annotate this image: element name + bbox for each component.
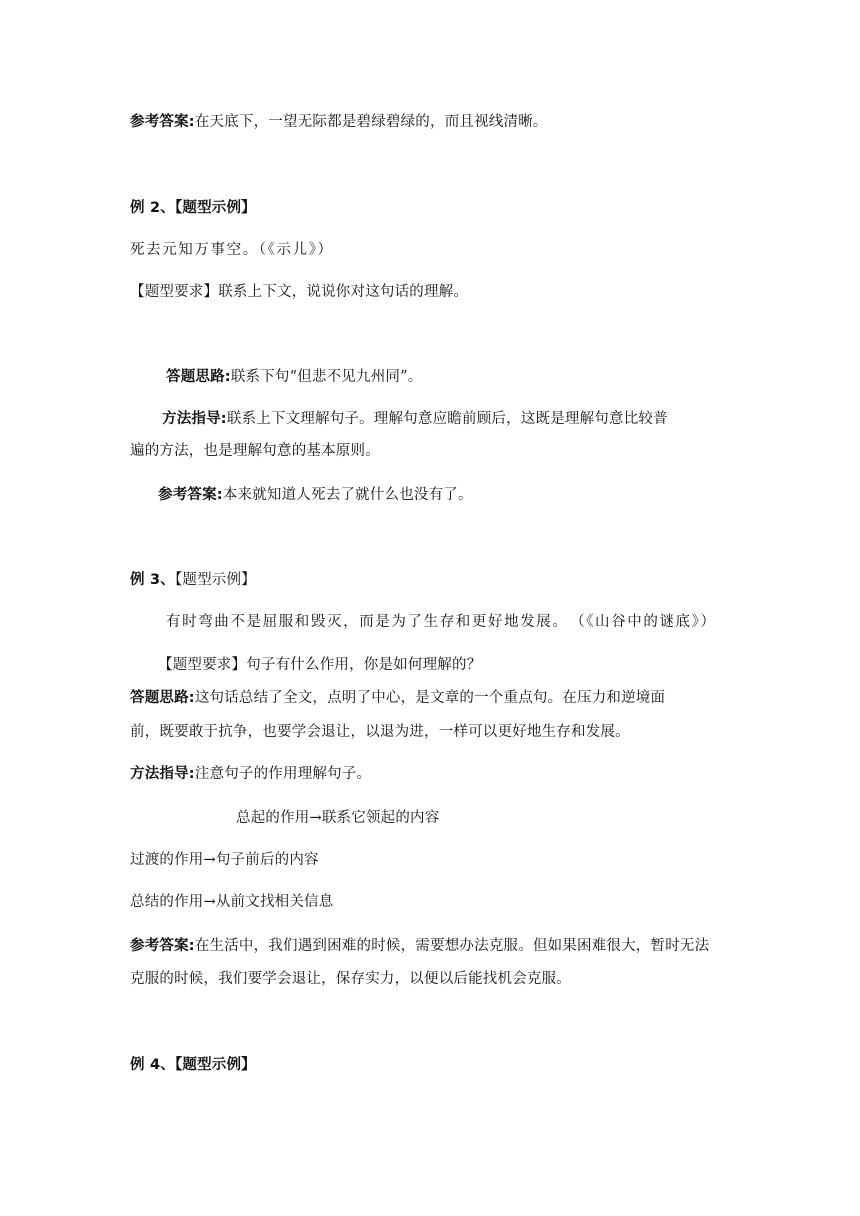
example-3-idea-line-1: [130, 688, 665, 708]
method-label: 方法指导:: [162, 411, 227, 427]
example-number: 例 3、: [130, 572, 175, 588]
method-label: 方法指导:: [130, 766, 195, 782]
example-3-idea-line-2: 前，既要敢于抗争，也要学会退让，以退为进，一样可以更好地生存和发展。: [130, 724, 630, 740]
idea-text: 这句话总结了全文，点明了中心，是文章的一个重点句。在压力和逆境面: [194, 690, 666, 706]
idea-label: 答题思路:: [166, 369, 231, 385]
example-tag: 【题型示例】: [174, 1057, 256, 1073]
example-tag: 【题型示例】: [174, 200, 256, 216]
example-number: 例 2、: [130, 200, 175, 216]
answer-text: 在生活中，我们遇到困难的时候，需要想办法克服。但如果困难很大，暂时无法: [194, 938, 710, 954]
example-3-answer-line-2: 克服的时候，我们要学会退让，保存实力，以便以后能找机会克服。: [130, 971, 571, 987]
method-text: 联系上下文理解句子。理解句意应瞻前顾后，这既是理解句意比较普: [226, 411, 668, 427]
example-3-heading: [130, 570, 256, 590]
method-item-summary-start: 总起的作用→联系它领起的内容: [236, 810, 440, 826]
example-2-method-line-2: 遍的方法，也是理解句意的基本原则。: [130, 443, 380, 459]
example-2-idea: [166, 367, 422, 387]
answer-paragraph-1: [130, 112, 548, 132]
answer-label: 参考答案:: [130, 938, 195, 954]
example-number: 例 4、: [130, 1057, 175, 1073]
answer-label: 参考答案:: [130, 114, 195, 130]
example-2-method-line-1: [162, 409, 668, 429]
answer-text: 本来就知道人死去了就什么也没有了。: [222, 487, 473, 503]
idea-text: 联系下句“但悲不见九州同”。: [230, 369, 423, 385]
method-item-transition: 过渡的作用→句子前后的内容: [130, 852, 319, 868]
example-2-requirement: 【题型要求】联系上下文，说说你对这句话的理解。: [130, 284, 469, 300]
example-2-quote: 死去元知万事空。（《示儿》）: [130, 242, 334, 258]
idea-label: 答题思路:: [130, 690, 195, 706]
example-3-method: [130, 764, 371, 784]
example-3-requirement: 【题型要求】句子有什么作用，你是如何理解的？: [158, 657, 482, 673]
method-item-summary-end: 总结的作用→从前文找相关信息: [130, 894, 334, 910]
example-3-quote: 有时弯曲不是屈服和毁灭，而是为了生存和更好地发展。 （《山谷中的谜底》）: [166, 614, 717, 630]
example-3-answer-line-1: [130, 936, 709, 956]
answer-label: 参考答案:: [158, 487, 223, 503]
example-2-answer: [158, 485, 473, 505]
example-tag: 【题型示例】: [174, 572, 256, 588]
example-2-heading: [130, 198, 256, 218]
answer-text: 在天底下，一望无际都是碧绿碧绿的，而且视线清晰。: [194, 114, 548, 130]
example-4-heading: [130, 1055, 256, 1075]
method-text: 注意句子的作用理解句子。: [194, 766, 372, 782]
